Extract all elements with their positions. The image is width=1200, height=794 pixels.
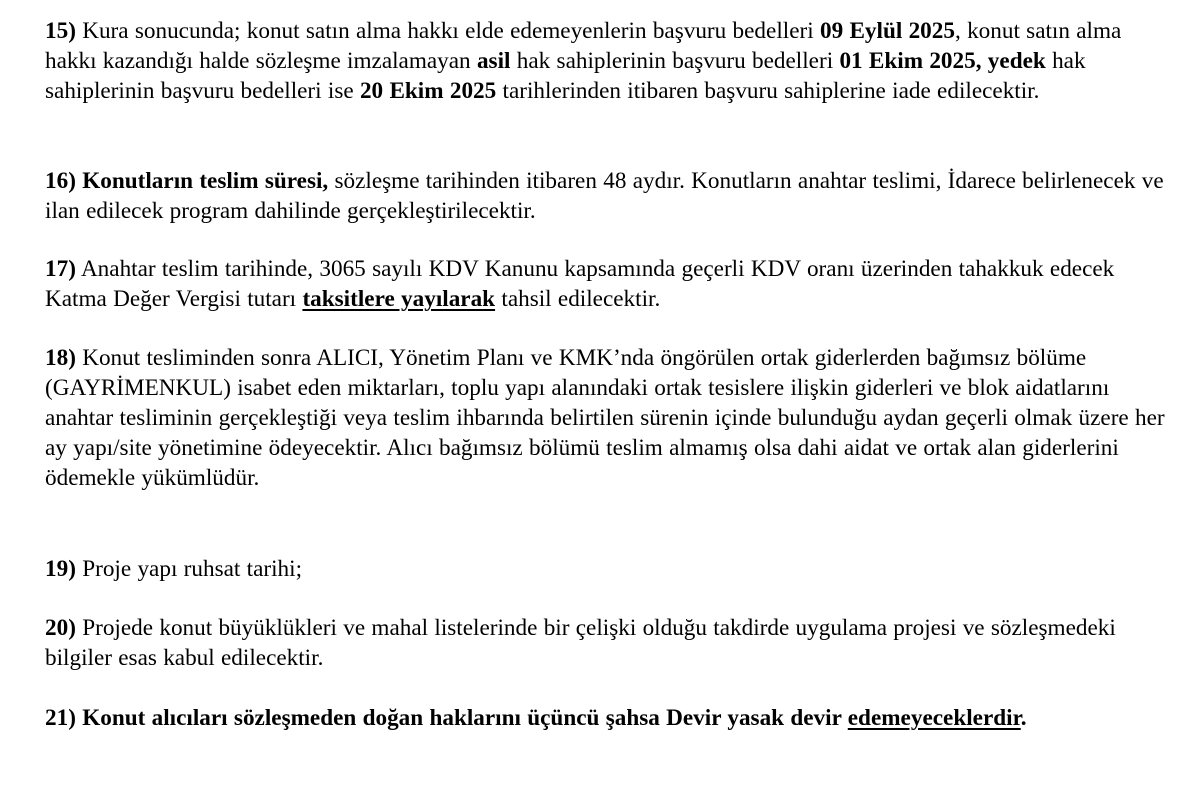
clause-text: sözleşme tarihinden itibaren 48 aydır. Konutların anahtar teslimi, İdarece belirlenecek ve ilan edilecek program dahilinde gerçekleştirilecektir.: [45, 168, 1164, 224]
clause-18: [45, 343, 1170, 493]
date-refund-rejected: 09 Eylül 2025: [819, 18, 955, 44]
date-refund-asil-yedek: 01 Ekim 2025, yedek: [839, 48, 1046, 74]
date-refund-yedek: 20 Ekim 2025: [359, 78, 497, 104]
clause-number: 16): [45, 168, 76, 194]
clause-text: tahsil edilecektir.: [495, 286, 661, 312]
clause-number: 20): [45, 615, 76, 641]
clause-text: tarihlerinden itibaren başvuru sahiplerine iade edilecektir.: [496, 78, 1040, 104]
clause-text: Konut tesliminden sonra ALICI, Yönetim Planı ve KMK’nda öngörülen ortak giderlerden bağımsız bölüme (GAYRİMENKUL) isabet eden miktarları, toplu yapı alanındaki ortak tesislere ilişkin giderleri ve blok aidatlarını anahtar tesliminin gerçekleştiği veya teslim ihbarında belirtilen sürenin içinde bulunduğu aydan geçerli olmak üzere her ay yapı/site yönetimine ödeyecektir. Alıcı bağımsız bölümü teslim almamış olsa dahi aidat ve ortak alan giderlerini ödemekle yükümlüdür.: [45, 345, 1165, 491]
clause-text: , konut satın alma hakkı kazandığı halde sözleşme imzalamayan: [45, 18, 1122, 74]
clause-end-period: .: [1020, 705, 1027, 731]
clause-number: 18): [45, 345, 76, 371]
clause-17: [45, 254, 1170, 314]
clause-15: [45, 16, 1170, 106]
clause-text: hak sahiplerinin başvuru bedelleri: [510, 48, 840, 74]
clause-text: Anahtar teslim tarihinde, 3065 sayılı KDV Kanunu kapsamında geçerli KDV oranı üzerinden tahakkuk edecek Katma Değer Vergisi tutarı: [45, 256, 1115, 312]
term-asil: asil: [476, 48, 511, 74]
clause-16: [45, 166, 1170, 226]
clause-text: Projede konut büyüklükleri ve mahal listelerinde bir çelişki olduğu takdirde uygulama projesi ve sözleşmedeki bilgiler esas kabul edilecektir.: [45, 615, 1116, 671]
clause-text: Kura sonucunda; konut satın alma hakkı elde edemeyenlerin başvuru bedelleri: [75, 18, 820, 44]
clause-text: Proje yapı ruhsat tarihi;: [75, 556, 303, 582]
clause-20: [45, 613, 1170, 673]
clause-19: [45, 554, 1170, 584]
clause-text: hak sahiplerinin başvuru bedelleri ise: [45, 48, 1086, 104]
clause-21: [45, 703, 1170, 733]
clause-heading: Konutların teslim süresi,: [75, 168, 329, 194]
emphasis-cannot-transfer: edemeyeceklerdir: [847, 705, 1021, 731]
clause-number: 17): [45, 256, 76, 282]
emphasis-installments: taksitlere yayılarak: [302, 286, 496, 312]
clause-number: 15): [45, 18, 76, 44]
clause-text-bold: 21) Konut alıcıları sözleşmeden doğan haklarını üçüncü şahsa Devir yasak devir: [45, 705, 848, 731]
clause-number: 19): [45, 556, 76, 582]
